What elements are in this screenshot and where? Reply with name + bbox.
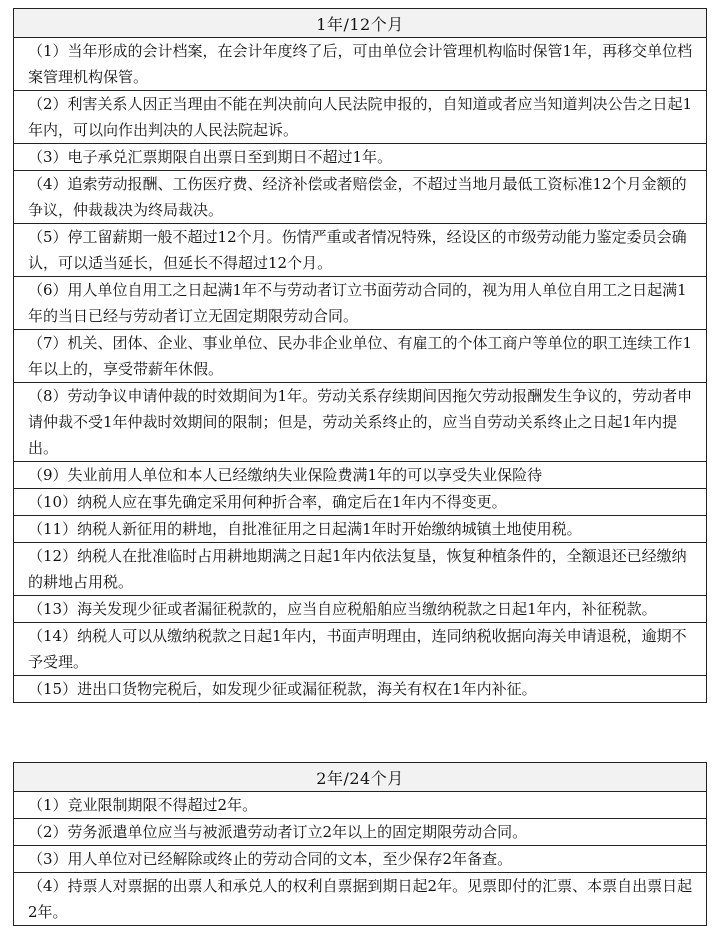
list-item: （2）劳务派遣单位应当与被派遣劳动者订立2年以上的固定期限劳动合同。 <box>14 819 707 846</box>
list-item: （11）纳税人新征用的耕地，自批准征用之日起满1年时开始缴纳城镇土地使用税。 <box>14 516 707 543</box>
section-1-year-table <box>13 8 707 703</box>
section-title: 1年/12个月 <box>14 9 707 38</box>
list-item: （10）纳税人应在事先确定采用何种折合率，确定后在1年内不得变更。 <box>14 489 707 516</box>
list-item: （1）竞业限制期限不得超过2年。 <box>14 792 707 819</box>
list-item: （6）用人单位自用工之日起满1年不与劳动者订立书面劳动合同的，视为用人单位自用工之日起满1年的当日已经与劳动者订立无固定期限劳动合同。 <box>14 277 707 330</box>
list-item: （8）劳动争议申请仲裁的时效期间为1年。劳动关系存续期间因拖欠劳动报酬发生争议的，劳动者申请仲裁不受1年仲裁时效期间的限制；但是，劳动关系终止的，应当自劳动关系终止之日起1年内提出。 <box>14 383 707 462</box>
section-2-year-table <box>13 762 707 926</box>
list-item: （15）进出口货物完税后，如发现少征或漏征税款，海关有权在1年内补征。 <box>14 676 707 703</box>
list-item: （12）纳税人在批准临时占用耕地期满之日起1年内依法复垦，恢复种植条件的，全额退还已经缴纳的耕地占用税。 <box>14 543 707 596</box>
list-item: （2）利害关系人因正当理由不能在判决前向人民法院申报的，自知道或者应当知道判决公告之日起1年内，可以向作出判决的人民法院起诉。 <box>14 91 707 144</box>
list-item: （5）停工留薪期一般不超过12个月。伤情严重或者情况特殊，经设区的市级劳动能力鉴定委员会确认，可以适当延长，但延长不得超过12个月。 <box>14 224 707 277</box>
list-item: （4）持票人对票据的出票人和承兑人的权利自票据到期日起2年。见票即付的汇票、本票自出票日起2年。 <box>14 873 707 926</box>
section-title: 2年/24个月 <box>14 763 707 792</box>
list-item: （7）机关、团体、企业、事业单位、民办非企业单位、有雇工的个体工商户等单位的职工连续工作1年以上的，享受带薪年休假。 <box>14 330 707 383</box>
list-item: （9）失业前用人单位和本人已经缴纳失业保险费满1年的可以享受失业保险待 <box>14 462 707 489</box>
list-item: （4）追索劳动报酬、工伤医疗费、经济补偿或者赔偿金，不超过当地月最低工资标准12个月金额的争议，仲裁裁决为终局裁决。 <box>14 171 707 224</box>
list-item: （13）海关发现少征或者漏征税款的，应当自应税船舶应当缴纳税款之日起1年内，补征税款。 <box>14 596 707 623</box>
list-item: （3）用人单位对已经解除或终止的劳动合同的文本，至少保存2年备查。 <box>14 846 707 873</box>
list-item: （1）当年形成的会计档案，在会计年度终了后，可由单位会计管理机构临时保管1年，再移交单位档案管理机构保管。 <box>14 38 707 91</box>
list-item: （3）电子承兑汇票期限自出票日至到期日不超过1年。 <box>14 144 707 171</box>
list-item: （14）纳税人可以从缴纳税款之日起1年内，书面声明理由，连同纳税收据向海关申请退税，逾期不予受理。 <box>14 623 707 676</box>
